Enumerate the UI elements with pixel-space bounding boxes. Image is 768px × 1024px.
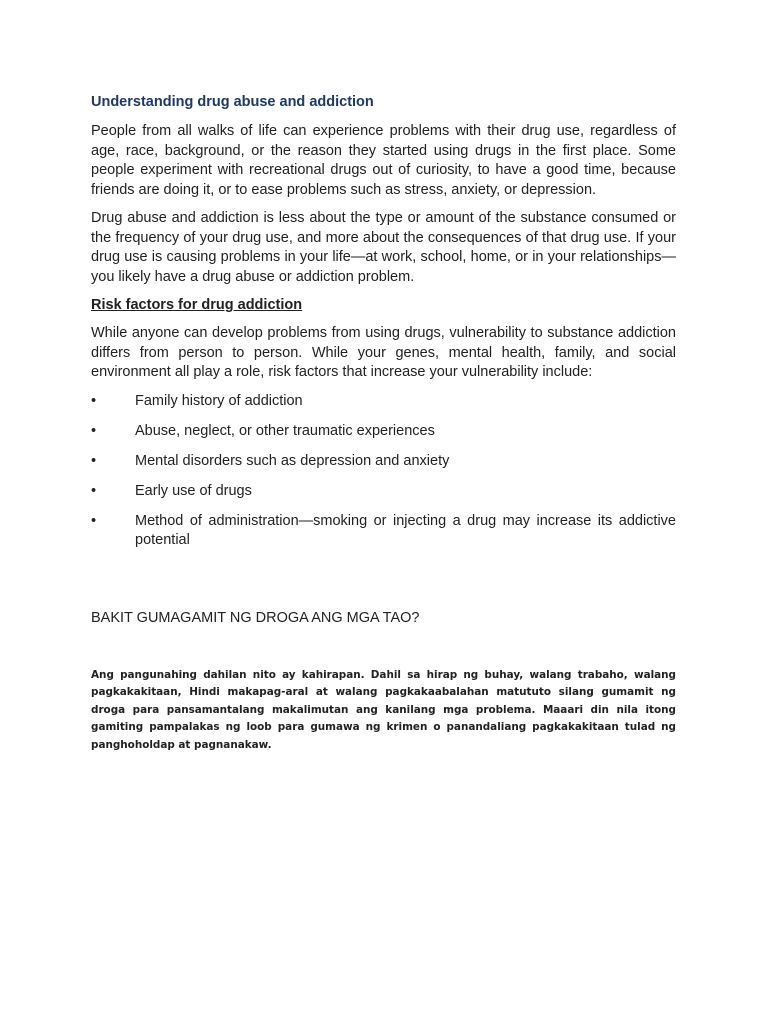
list-item xyxy=(91,422,676,442)
list-item-text: Method of administration—smoking or injecting a drug may increase its addictive potential xyxy=(135,512,676,548)
bullet-symbol: • xyxy=(91,392,97,409)
bullet-symbol: • xyxy=(91,452,97,469)
document-content xyxy=(91,93,676,754)
paragraph-intro: People from all walks of life can experience problems with their drug use, regardless of age, race, background, or the reason they started using drugs in the first place. Some people experiment with recreational drugs out of curiosity, to have a good time, because friends are doing it, or to ease problems such as stress, anxiety, or depression. xyxy=(91,123,676,198)
section-heading-tagalog: BAKIT GUMAGAMIT NG DROGA ANG MGA TAO? xyxy=(91,609,420,626)
section-heading-risk-factors: Risk factors for drug addiction xyxy=(91,297,303,313)
paragraph-tagalog: Ang pangunahing dahilan nito ay kahirapan. Dahil sa hirap ng buhay, walang trabaho, walang pagkakakitaan, Hindi makapag-aral at walang pagkakaabalahan matututo silang gumamit ng droga para pansamantalang makalimutan ang kanilang mga problema. Maaari din nila itong gamiting pampalakas ng loob para gumawa ng krimen o panandaliang pagkakakitaan tulad ng panghoholdap at pagnanakaw. xyxy=(91,668,676,751)
paragraph-consequences: Drug abuse and addiction is less about the type or amount of the substance consumed or the frequency of your drug use, and more about the consequences of that drug use. If your drug use is causing problems in your life—at work, school, home, or in your relationships—you likely have a drug abuse or addiction problem. xyxy=(91,210,676,285)
list-item-text: Family history of addiction xyxy=(135,392,303,409)
section-heading-understanding: Understanding drug abuse and addiction xyxy=(91,94,374,110)
list-item xyxy=(91,482,676,502)
list-item xyxy=(91,392,676,412)
list-item-text: Abuse, neglect, or other traumatic experiences xyxy=(135,422,435,439)
list-item-text: Early use of drugs xyxy=(135,482,252,499)
risk-factor-list xyxy=(91,392,676,551)
list-item xyxy=(91,512,676,551)
bullet-symbol: • xyxy=(91,422,97,439)
bullet-symbol: • xyxy=(91,512,97,529)
bullet-symbol: • xyxy=(91,482,97,499)
paragraph-risk-intro: While anyone can develop problems from using drugs, vulnerability to substance addiction differs from person to person. While your genes, mental health, family, and social environment all play a role, risk factors that increase your vulnerability include: xyxy=(91,325,676,380)
list-item-text: Mental disorders such as depression and anxiety xyxy=(135,452,450,469)
list-item xyxy=(91,452,676,472)
